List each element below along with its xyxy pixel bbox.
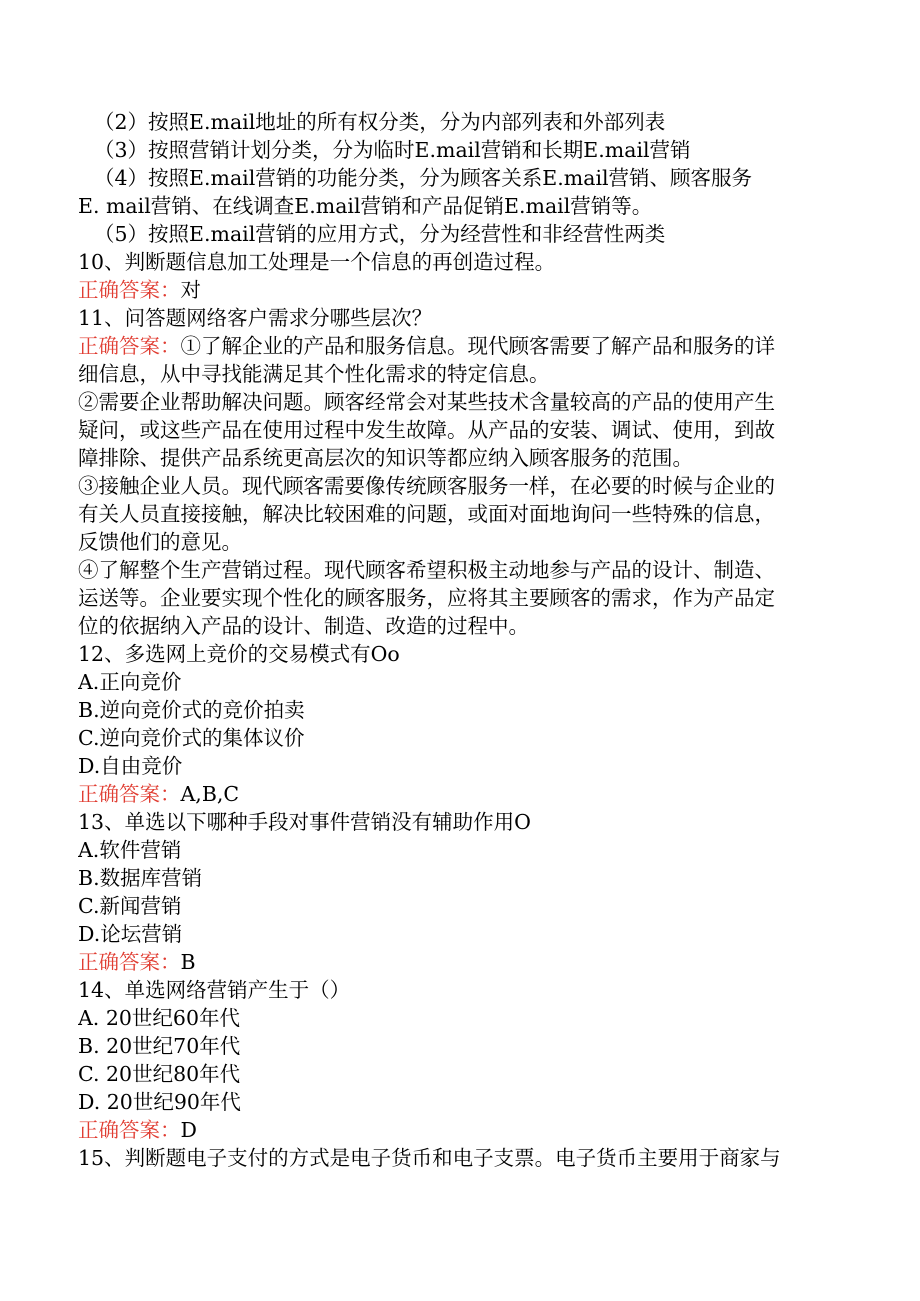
intro-line: （3）按照营销计划分类，分为临时E.mail营销和长期E.mail营销 bbox=[94, 138, 691, 162]
answer-11-line: 细信息，从中寻找能满足其个性化需求的特定信息。 bbox=[78, 362, 550, 386]
answer-13 bbox=[78, 948, 838, 976]
question-11: 11、问答题网络客户需求分哪些层次？ bbox=[78, 306, 433, 330]
answer-value: 对 bbox=[180, 278, 201, 302]
option-13-d: D.论坛营销 bbox=[78, 922, 183, 946]
option-13-c: C.新闻营销 bbox=[78, 894, 182, 918]
answer-label: 正确答案： bbox=[78, 278, 181, 302]
answer-11 bbox=[78, 332, 838, 360]
question-14: 14、单选网络营销产生于（） bbox=[78, 978, 351, 1002]
question-10: 10、判断题信息加工处理是一个信息的再创造过程。 bbox=[78, 250, 556, 274]
answer-11-line: 障排除、提供产品系统更高层次的知识等都应纳入顾客服务的范围。 bbox=[78, 446, 693, 470]
option-12-d: D.自由竞价 bbox=[78, 754, 183, 778]
answer-11-line: 位的依据纳入产品的设计、制造、改造的过程中。 bbox=[78, 614, 529, 638]
answer-14 bbox=[78, 1116, 838, 1144]
answer-label: 正确答案： bbox=[78, 1118, 181, 1142]
option-14-b: B. 20世纪70年代 bbox=[78, 1034, 241, 1058]
option-14-d: D. 20世纪90年代 bbox=[78, 1090, 241, 1114]
answer-label: 正确答案： bbox=[78, 334, 181, 358]
option-12-a: A.正向竞价 bbox=[78, 670, 182, 694]
intro-line: E. mail营销、在线调查E.mail营销和产品促销E.mail营销等。 bbox=[78, 194, 653, 218]
answer-11-line: 运送等。企业要实现个性化的顾客服务，应将其主要顾客的需求，作为产品定 bbox=[78, 586, 775, 610]
option-12-c: C.逆向竞价式的集体议价 bbox=[78, 726, 305, 750]
answer-11-line: 有关人员直接接触，解决比较困难的问题，或面对面地询问一些特殊的信息， bbox=[78, 502, 775, 526]
answer-value: A,B,C bbox=[180, 782, 240, 806]
answer-value: B bbox=[180, 950, 196, 974]
answer-12 bbox=[78, 780, 838, 808]
option-14-c: C. 20世纪80年代 bbox=[78, 1062, 241, 1086]
option-13-a: A.软件营销 bbox=[78, 838, 182, 862]
option-12-b: B.逆向竞价式的竞价拍卖 bbox=[78, 698, 305, 722]
question-13: 13、单选以下哪种手段对事件营销没有辅助作用O bbox=[78, 810, 531, 834]
answer-11-line: 反馈他们的意见。 bbox=[78, 530, 242, 554]
answer-label: 正确答案： bbox=[78, 950, 181, 974]
answer-11-line: ④了解整个生产营销过程。现代顾客希望积极主动地参与产品的设计、制造、 bbox=[78, 558, 775, 582]
answer-11-line: ③接触企业人员。现代顾客需要像传统顾客服务一样，在必要的时候与企业的 bbox=[78, 474, 775, 498]
intro-line: （2）按照E.mail地址的所有权分类，分为内部列表和外部列表 bbox=[94, 110, 666, 134]
answer-11-line: ②需要企业帮助解决问题。顾客经常会对某些技术含量较高的产品的使用产生 bbox=[78, 390, 775, 414]
answer-10 bbox=[78, 276, 838, 304]
option-14-a: A. 20世纪60年代 bbox=[78, 1006, 241, 1030]
answer-label: 正确答案： bbox=[78, 782, 181, 806]
question-15: 15、判断题电子支付的方式是电子货币和电子支票。电子货币主要用于商家与 bbox=[78, 1146, 781, 1170]
answer-value: D bbox=[180, 1118, 197, 1142]
answer-text: ①了解企业的产品和服务信息。现代顾客需要了解产品和服务的详 bbox=[180, 334, 775, 358]
answer-11-line: 疑问，或这些产品在使用过程中发生故障。从产品的安装、调试、使用，到故 bbox=[78, 418, 775, 442]
option-13-b: B.数据库营销 bbox=[78, 866, 203, 890]
intro-line: （5）按照E.mail营销的应用方式，分为经营性和非经营性两类 bbox=[94, 222, 666, 246]
question-12: 12、多选网上竞价的交易模式有Oo bbox=[78, 642, 400, 666]
intro-line: （4）按照E.mail营销的功能分类，分为顾客关系E.mail营销、顾客服务 bbox=[94, 166, 753, 190]
